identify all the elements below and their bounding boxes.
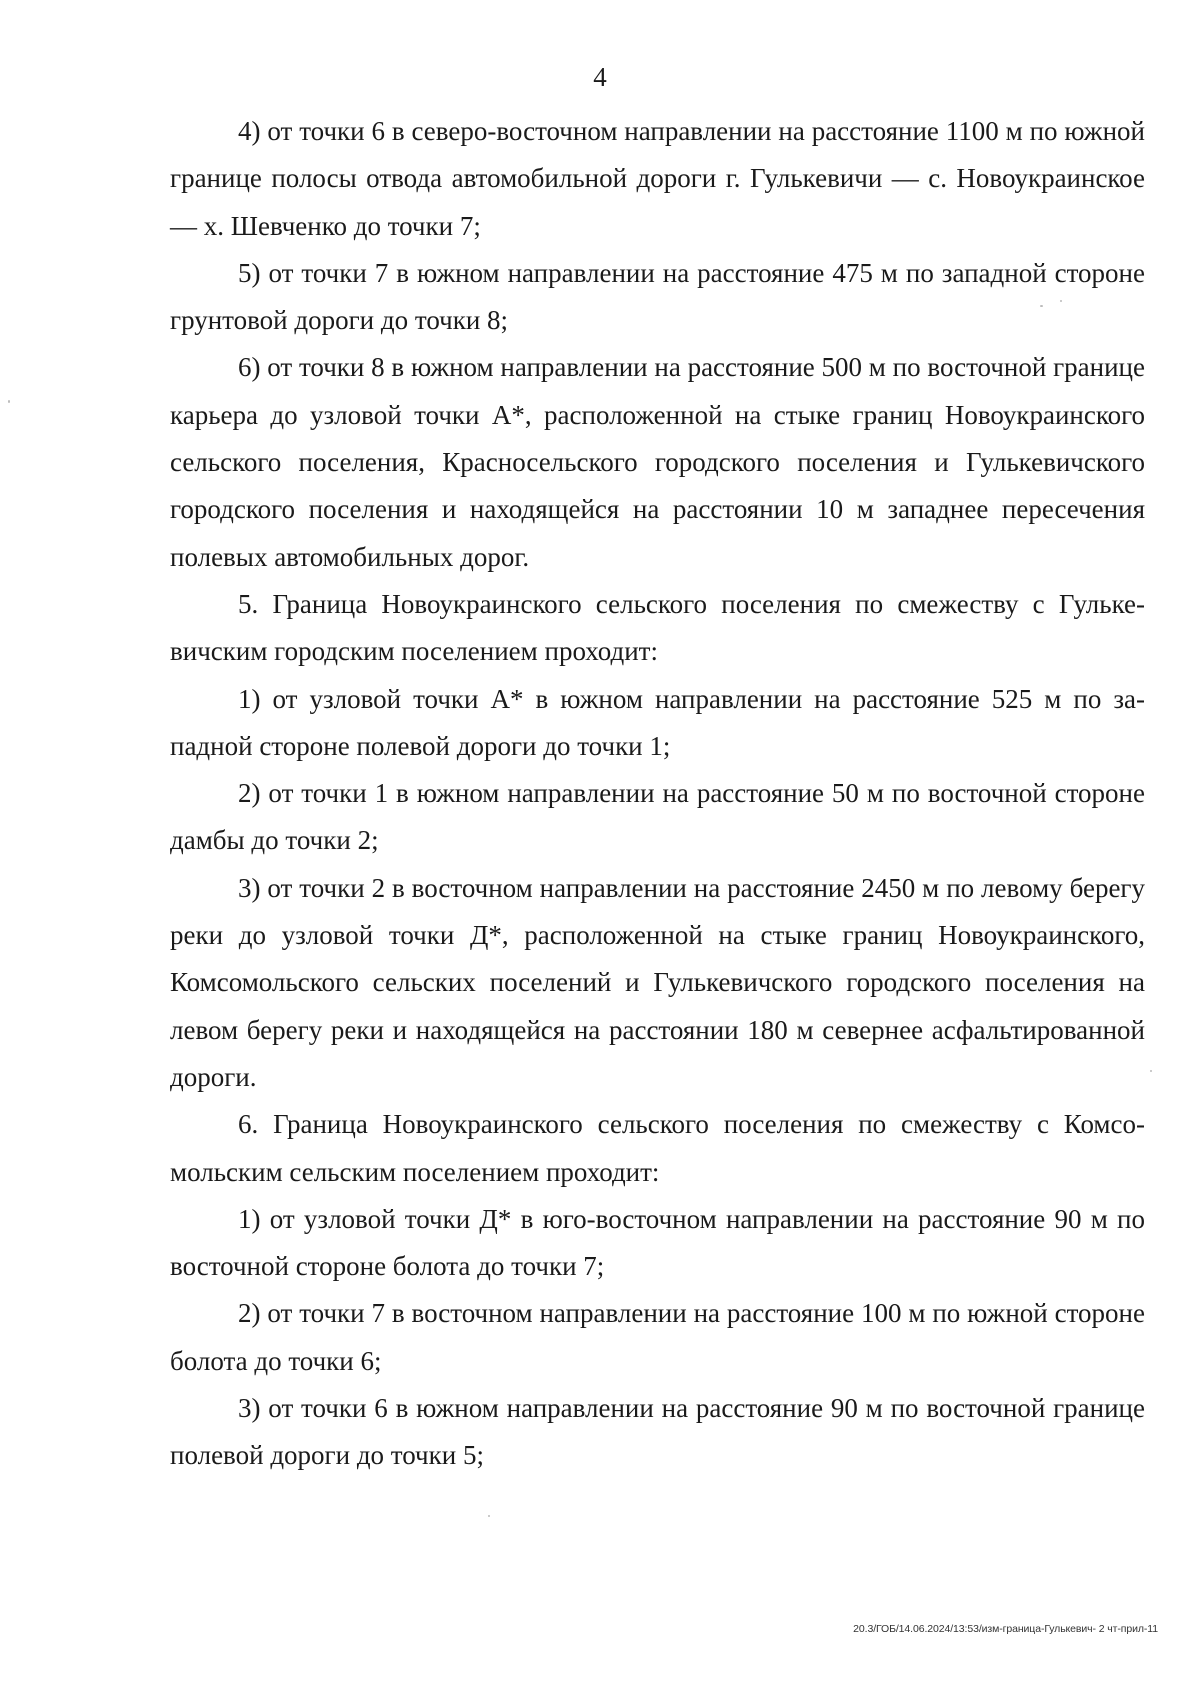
scan-speck bbox=[1150, 1070, 1152, 1072]
page-number: 4 bbox=[593, 62, 607, 92]
paragraph-item-6: 6) от точки 8 в южном направлении на расстояние 500 м по восточной границе карьера до узловой точки А*, расположенной на стыке границ Новоукраинского сельского поселения, Красносельского городского поселения и Гулькевичского городского поселения и находящейся на расстоянии 10 м западнее пересечения полевых автомобильных дорог. bbox=[170, 352, 1145, 572]
document-footer-code: 20.3/ГОБ/14.06.2024/13:53/изм-граница-Гулькевич- 2 чт-прил-11 bbox=[853, 1623, 1158, 1635]
paragraph-item-5: 5) от точки 7 в южном направлении на расстояние 475 м по западной стороне грунтовой дороги до точки 8; bbox=[170, 257, 1145, 336]
section-5-item-2: 2) от точки 1 в южном направлении на расстояние 50 м по восточной стороне дамбы до точки 2; bbox=[170, 778, 1145, 856]
section-5-item-3: 3) от точки 2 в восточном направлении на расстояние 2450 м по левому берегу реки до узловой точки Д*, расположенной на стыке границ Новоукраинского, Комсомольского сельских поселений и Гулькевичского городского поселения на левом берегу реки и находящейся на расстоянии 180 м севернее асфальтированной дороги. bbox=[170, 872, 1145, 1092]
section-5-item-1: 1) от узловой точки А* в южном направлении на расстояние 525 м по западной стороне полевой дороги до точки 1; bbox=[170, 683, 1145, 761]
section-5-heading: 5. Граница Новоукраинского сельского поселения по смежеству с Гулькевичским городским поселением проходит: bbox=[170, 588, 1145, 667]
section-6-heading: 6. Граница Новоукраинского сельского поселения по смежеству с Комсомольским сельским поселением проходит: bbox=[170, 1109, 1145, 1187]
section-6-item-2: 2) от точки 7 в восточном направлении на расстояние 100 м по южной стороне болота до точки 6; bbox=[170, 1298, 1145, 1376]
section-6-item-3: 3) от точки 6 в южном направлении на расстояние 90 м по восточной границе полевой дороги до точки 5; bbox=[170, 1393, 1145, 1471]
scan-speck bbox=[1060, 300, 1062, 302]
document-body bbox=[170, 108, 1145, 1480]
scan-speck bbox=[1040, 305, 1043, 307]
scan-speck bbox=[488, 1515, 490, 1517]
scan-speck bbox=[8, 400, 10, 403]
paragraph-item-4: 4) от точки 6 в северо-восточном направлении на расстояние 1100 м по южной границе полосы отвода автомобильной дороги г. Гулькевичи — с. Новоукраинское — х. Шевченко до точки 7; bbox=[170, 116, 1145, 241]
section-6-item-1: 1) от узловой точки Д* в юго-восточном направлении на расстояние 90 м по восточной стороне болота до точки 7; bbox=[170, 1203, 1145, 1282]
